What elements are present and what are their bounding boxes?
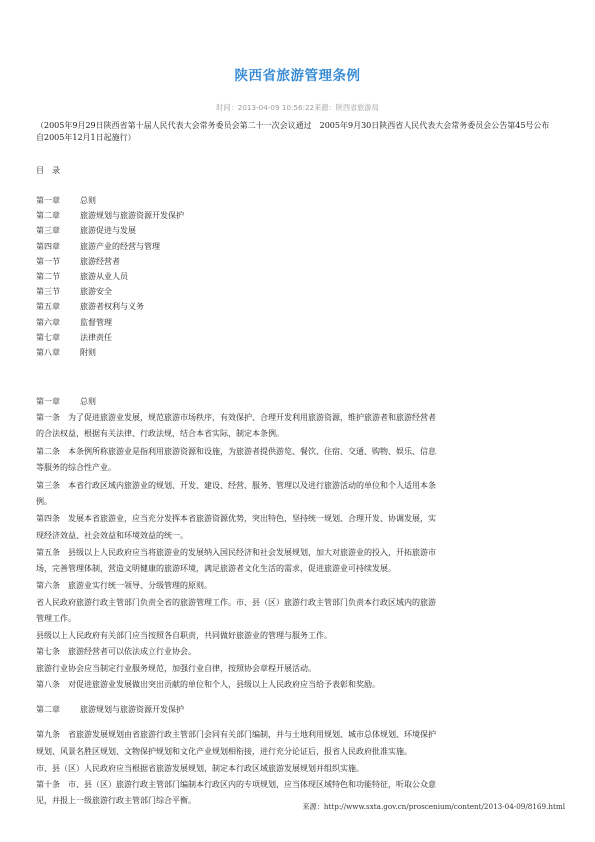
toc-item: 第一章 总则: [36, 196, 96, 205]
body-line: 规划、风景名胜区规划、文物保护规划和文化产业规划相衔接，进行充分论证后，报省人民政府批准实施。: [36, 747, 412, 756]
toc-item: 第八章 附则: [36, 347, 96, 357]
body-line: 县级以上人民政府有关部门应当按照各自职责，共同做好旅游业的管理与服务工作。: [36, 631, 332, 640]
body-line: 第七条 旅游经营者可以依法成立行业协会。: [36, 647, 196, 656]
toc-item: 第四章 旅游产业的经营与管理: [36, 241, 160, 251]
body-line: 现经济效益、社会效益和环境效益的统一。: [36, 531, 188, 540]
toc-item: 第二节 旅游从业人员: [36, 271, 128, 281]
body-line: 第三条 本省行政区域内旅游业的规划、开发、建设、经营、服务、管理以及进行旅游活动的单位和个人适用本条: [36, 481, 436, 490]
body-line: 等服务的综合性产业。: [36, 463, 116, 472]
enactment-note: （2005年9月29日陕西省第十届人民代表大会常务委员会第二十一次会议通过 2005年9月30日陕西省人民代表大会常务委员会公告第45号公布 自2005年12月1日起施行）: [36, 121, 558, 142]
body-line: 第八条 对促进旅游业发展做出突出贡献的单位和个人，县级以上人民政府应当给予表彰和奖励。: [36, 680, 380, 689]
body-line: 旅游行业协会应当制定行业服务规范，加强行业自律，按照协会章程开展活动。: [36, 664, 316, 673]
body-line: 第一条 为了促进旅游业发展，规范旅游市场秩序，有效保护、合理开发利用旅游资源，维护旅游者和旅游经营者: [36, 413, 436, 422]
chapter-heading: 第一章 总则: [36, 397, 96, 406]
chapter-heading: 第二章 旅游规划与旅游资源开发保护: [36, 705, 184, 714]
body-line: 第五条 县级以上人民政府应当将旅游业的发展纳入国民经济和社会发展规划，加大对旅游业的投入，开拓旅游市: [36, 548, 436, 557]
body-line: 第九条 省旅游发展规划由省旅游行政主管部门会同有关部门编制，并与土地利用规划、城市总体规划、环境保护: [36, 730, 436, 739]
body-line: 例。: [36, 497, 52, 506]
body-line: 的合法权益，根据有关法律、行政法规，结合本省实际，制定本条例。: [36, 429, 284, 438]
toc-item: 第三章 旅游促进与发展: [36, 226, 136, 236]
toc-item: 第一节 旅游经营者: [36, 256, 120, 266]
toc-item: 第三节 旅游安全: [36, 287, 112, 297]
body-line: 见，并报上一级旅游行政主管部门综合平衡。: [36, 796, 196, 805]
body-line: 第十条 市、县（区）旅游行政主管部门编制本行政区内的专项规划，应当体现区域特色和功能特征，听取公众意: [36, 780, 436, 789]
publish-meta: 时间：2013-04-09 10:56:22来源：陕西省旅游局: [216, 103, 379, 112]
table-of-contents: [36, 193, 184, 360]
body-line: 省人民政府旅游行政主管部门负责全省的旅游管理工作。市、县（区）旅游行政主管部门负责本行政区域内的旅游: [36, 598, 436, 607]
body-line: 第四条 发展本省旅游业，应当充分发挥本省旅游资源优势，突出特色，坚持统一规划、合理开发、协调发展，实: [36, 514, 436, 523]
toc-item: 第六章 监督管理: [36, 317, 112, 327]
toc-item: 第五章 旅游者权利与义务: [36, 302, 144, 312]
body-line: 市、县（区）人民政府应当根据省旅游发展规划，制定本行政区域旅游发展规划并组织实施。: [36, 764, 364, 773]
body-line: 第二条 本条例所称旅游业是指利用旅游资源和设施，为旅游者提供游览、餐饮、住宿、交通、购物、娱乐、信息: [36, 447, 436, 456]
source-url: 来源：http://www.sxta.gov.cn/proscenium/content/2013-04-09/8169.html: [302, 802, 565, 811]
page-title: 陕西省旅游管理条例: [234, 68, 361, 84]
toc-item: 第七章 法律责任: [36, 332, 112, 342]
toc-item: 第二章 旅游规划与旅游资源开发保护: [36, 211, 184, 221]
body-line: 第六条 旅游业实行统一领导、分级管理的原则。: [36, 581, 212, 590]
body-line: 场，完善管理体制，营造文明健康的旅游环境，满足旅游者文化生活的需求，促进旅游业可持续发展。: [36, 564, 396, 573]
body-line: 管理工作。: [36, 614, 76, 623]
toc-heading: 目 录: [36, 166, 60, 175]
